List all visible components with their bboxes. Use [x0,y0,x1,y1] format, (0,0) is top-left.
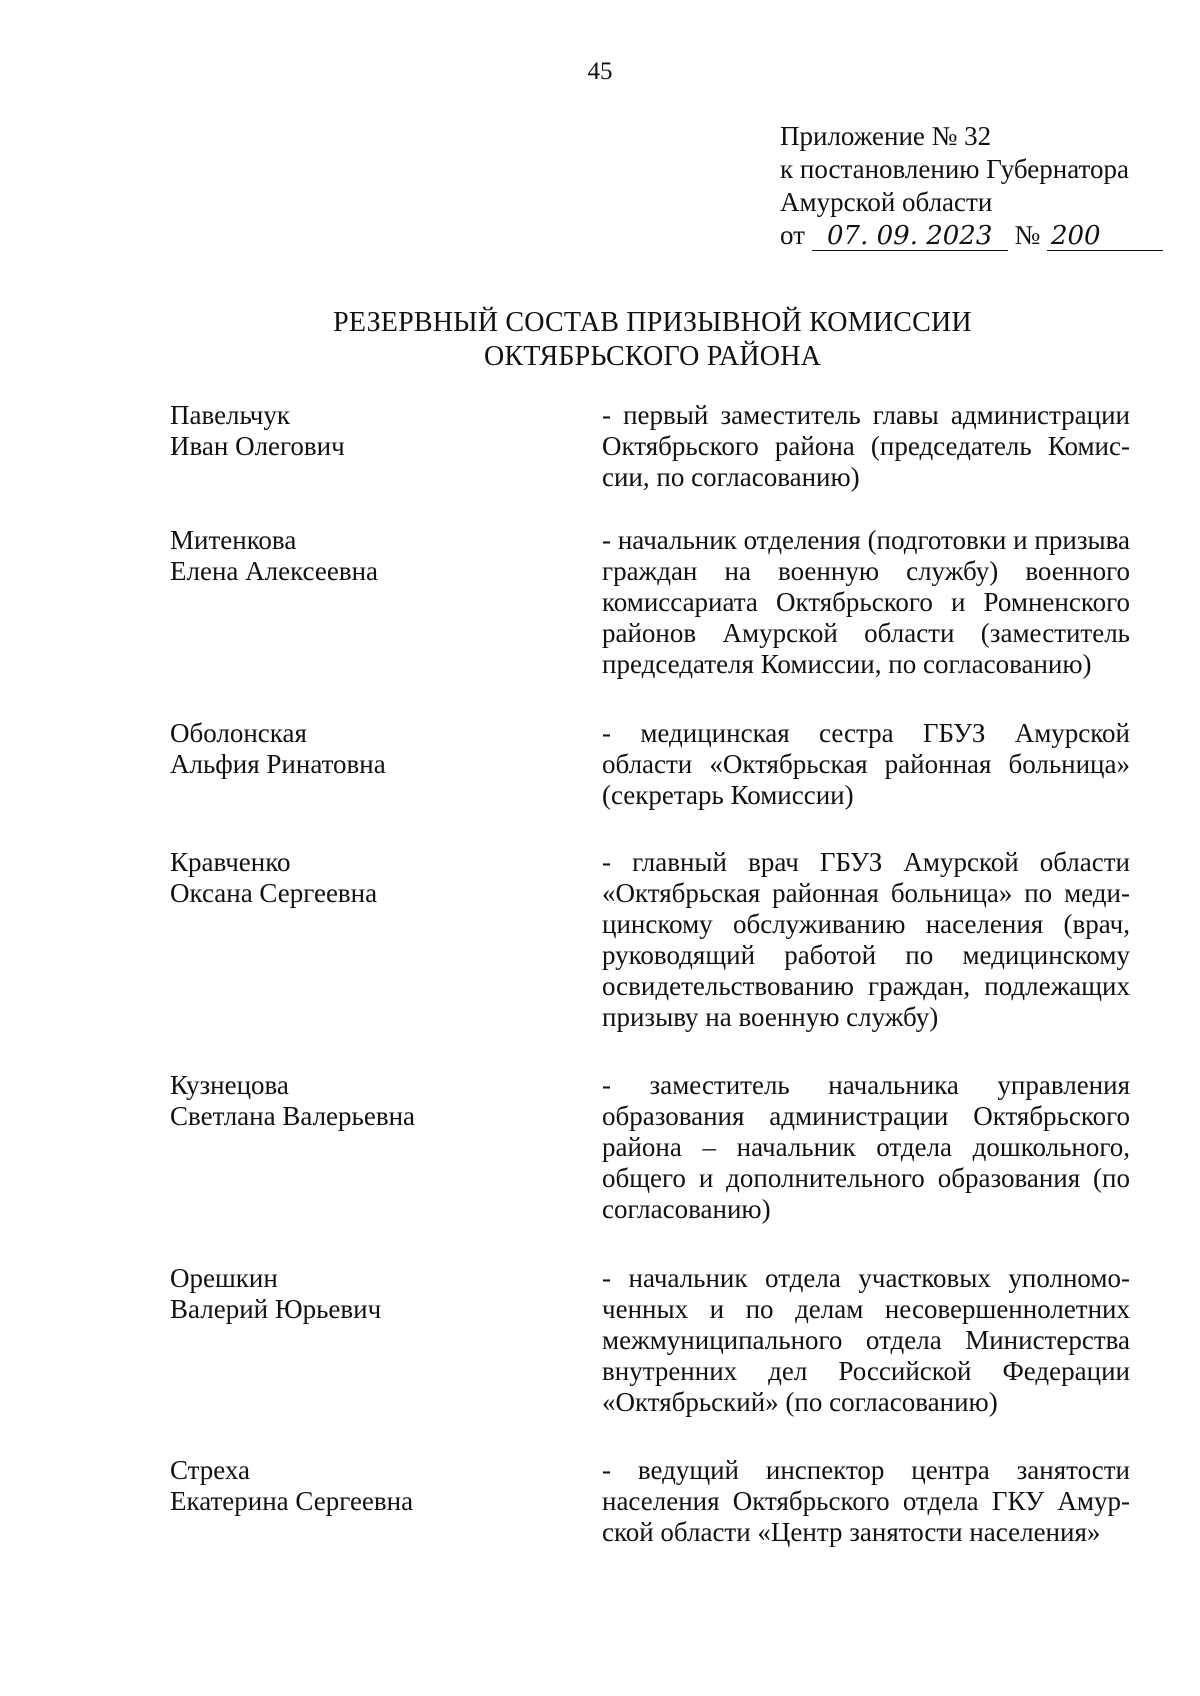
member-role: - ведущий инспектор центра занятости населения Октябрьского отдела ГКУ Амурской области «Центр занятости населения» [602,1455,1130,1547]
appendix-date-line [780,219,1160,252]
member-surname: Кравченко [170,847,291,877]
member-given-name: Светлана Валерьевна [170,1101,416,1131]
member-surname: Митенкова [170,525,297,555]
member-role: - первый заместитель главы администрации Октябрьского района (председатель Комиссии, по согласованию) [602,400,1130,492]
member-given-name: Валерий Юрьевич [170,1294,382,1324]
member-given-name: Оксана Сергеевна [170,878,378,908]
member-entry [170,718,1130,811]
document-title [0,306,1200,374]
member-name [170,525,602,680]
member-name [170,1455,602,1548]
member-surname: Орешкин [170,1263,278,1293]
page-number: 45 [587,58,613,85]
member-surname: Оболонская [170,718,307,748]
member-list [170,400,1130,1548]
member-name [170,1070,602,1225]
member-entry [170,1455,1130,1548]
title-line-2: ОКТЯБРЬСКОГО РАЙОНА [483,341,822,372]
date-prefix: от [780,220,805,250]
member-name [170,847,602,1033]
appendix-region: Амурской области [780,187,993,217]
member-role: - заместитель начальника управления образования администрации Октябрьского района – начальник отдела дошкольного, общего и дополнительного образования (по согласованию) [602,1070,1130,1224]
member-entry [170,400,1130,493]
member-surname: Кузнецова [170,1070,289,1100]
number-prefix: № [1014,220,1041,250]
member-entry [170,847,1130,1033]
handwritten-date: 07. 09. 2023 [812,222,1008,251]
member-surname: Стреха [170,1455,251,1485]
appendix-block [780,120,1160,252]
member-role: - медицинская сестра ГБУЗ Амурской области «Октябрьская районная больница» (секретарь Комиссии) [602,718,1130,810]
appendix-reference: к постановлению Губернатора [780,154,1129,184]
member-role: - главный врач ГБУЗ Амурской области «Октябрьская районная больница» по медицинскому обслуживанию населения (врач, руководящий работой по медицинскому освидетельствованию граждан, подлежащих призыву на военную службу) [602,847,1130,1032]
title-line-1: РЕЗЕРВНЫЙ СОСТАВ ПРИЗЫВНОЙ КОМИССИИ [333,307,972,338]
member-entry [170,1263,1130,1418]
member-name [170,400,602,493]
member-given-name: Екатерина Сергеевна [170,1486,414,1516]
member-entry [170,525,1130,680]
member-role: - начальник отделения (подготовки и призыва граждан на военную службу) военного комиссариата Октябрьского и Ромненского районов Амурской области (заместитель председателя Комиссии, по согласованию) [602,525,1130,679]
appendix-number: Приложение № 32 [780,121,992,151]
member-surname: Павельчук [170,400,290,430]
member-entry [170,1070,1130,1225]
member-name [170,718,602,811]
member-name [170,1263,602,1418]
handwritten-number: 200 [1047,222,1163,251]
member-role: - начальник отдела участковых уполномоченных и по делам несовершеннолетних межмуниципального отдела Министерства внутренних дел Российской Федерации «Октябрьский» (по согласованию) [602,1263,1130,1417]
member-given-name: Альфия Ринатовна [170,749,386,779]
member-given-name: Елена Алексеевна [170,556,378,586]
member-given-name: Иван Олегович [170,431,345,461]
